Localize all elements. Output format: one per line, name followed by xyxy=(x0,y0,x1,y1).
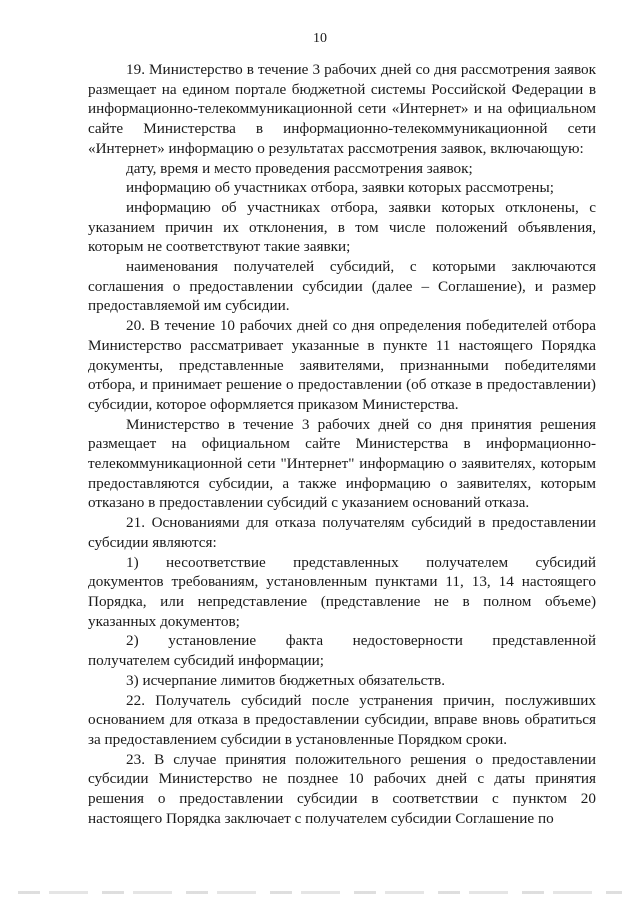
paragraph-8-line-2: Порядка, или непредставление (представление не в полном объеме) xyxy=(88,592,596,610)
paragraph-4-line-1: соглашения о предоставлении субсидии (далее – Соглашение), и размер xyxy=(88,277,596,295)
paragraph-5-line-3: отбора, и принимает решение о предоставлении (об отказе в предоставлении) xyxy=(88,376,596,394)
document-body xyxy=(88,60,596,828)
paragraph-9-line-1: получателем субсидий информации; xyxy=(88,652,324,670)
paragraph-11-line-1: основанием для отказа в предоставлении субсидии, вправе вновь обратиться xyxy=(88,711,596,729)
page-number: 10 xyxy=(313,31,327,46)
paragraph-0-line-0: 19. Министерство в течение 3 рабочих дней со дня рассмотрения заявок xyxy=(126,61,596,78)
paragraph-5-line-1: Министерство рассматривает указанные в пункте 11 настоящего Порядка xyxy=(88,336,596,354)
paragraph-11-line-2: за предоставлением субсидии в установленные Порядком сроки. xyxy=(88,730,508,748)
paragraph-12-line-1: субсидии Министерство не позднее 10 рабочих дней с даты принятия xyxy=(88,770,596,788)
paragraph-6-line-1: размещает на официальном сайте Министерства в информационно- xyxy=(88,435,596,453)
paragraph-11-line-0: 22. Получатель субсидий после устранения причин, послуживших xyxy=(126,691,596,709)
paragraph-12-line-2: решения о предоставлении субсидии в соответствии с пунктом 20 xyxy=(88,790,596,808)
paragraph-5-line-2: документы, представленные заявителями, признанными победителями xyxy=(88,356,596,374)
paragraph-12-line-3: настоящего Порядка заключает с получателем субсидии Соглашение по xyxy=(88,809,554,827)
paragraph-1-line-0: дату, время и место проведения рассмотрения заявок; xyxy=(126,159,473,177)
paragraph-7-line-1: субсидии являются: xyxy=(88,533,217,551)
paragraph-3-line-0: информацию об участниках отбора, заявки которых отклонены, с xyxy=(126,198,596,216)
paragraph-9-line-0: 2) установление факта недостоверности представленной xyxy=(126,632,596,650)
paragraph-8-line-1: документов требованиям, установленным пунктами 11, 13, 14 настоящего xyxy=(88,573,596,591)
paragraph-0-line-1: размещает на едином портале бюджетной системы Российской Федерации в xyxy=(88,80,596,98)
paragraph-7-line-0: 21. Основаниями для отказа получателям субсидий в предоставлении xyxy=(126,514,596,532)
paragraph-0-line-2: информационно-телекоммуникационной сети «Интернет» и на официальном xyxy=(88,100,596,118)
paragraph-10-line-0: 3) исчерпание лимитов бюджетных обязательств. xyxy=(126,671,446,689)
paragraph-8-line-0: 1) несоответствие представленных получателем субсидий xyxy=(126,553,596,571)
paragraph-2-line-0: информацию об участниках отбора, заявки которых рассмотрены; xyxy=(126,179,554,197)
paragraph-5-line-4: субсидии, которое оформляется приказом Министерства. xyxy=(88,395,459,413)
paragraph-3-line-1: указанием причин их отклонения, в том числе положений объявления, xyxy=(88,218,596,236)
scan-artifact-line xyxy=(18,891,622,894)
paragraph-6-line-2: телекоммуникационной сети "Интернет" информацию о заявителях, которым xyxy=(88,455,596,473)
paragraph-0-line-3: сайте Министерства в информационно-телекоммуникационной сети xyxy=(88,120,596,138)
paragraph-6-line-3: предоставляются субсидии, а также информацию о заявителях, которым xyxy=(88,474,596,492)
paragraph-5-line-0: 20. В течение 10 рабочих дней со дня определения победителей отбора xyxy=(126,317,596,335)
paragraph-6-line-0: Министерство в течение 3 рабочих дней со дня принятия решения xyxy=(126,415,596,433)
paragraph-12-line-0: 23. В случае принятия положительного решения о предоставлении xyxy=(126,750,596,768)
paragraph-4-line-2: предоставляемой им субсидии. xyxy=(88,297,290,315)
paragraph-6-line-4: отказано в предоставлении субсидий с указанием оснований отказа. xyxy=(88,494,530,512)
paragraph-3-line-2: которым не соответствуют такие заявки; xyxy=(88,238,351,256)
paragraph-4-line-0: наименования получателей субсидий, с которыми заключаются xyxy=(126,258,596,276)
paragraph-0-line-4: «Интернет» информацию о результатах рассмотрения заявок, включающую: xyxy=(88,139,584,157)
paragraph-8-line-3: указанных документов; xyxy=(88,612,240,630)
